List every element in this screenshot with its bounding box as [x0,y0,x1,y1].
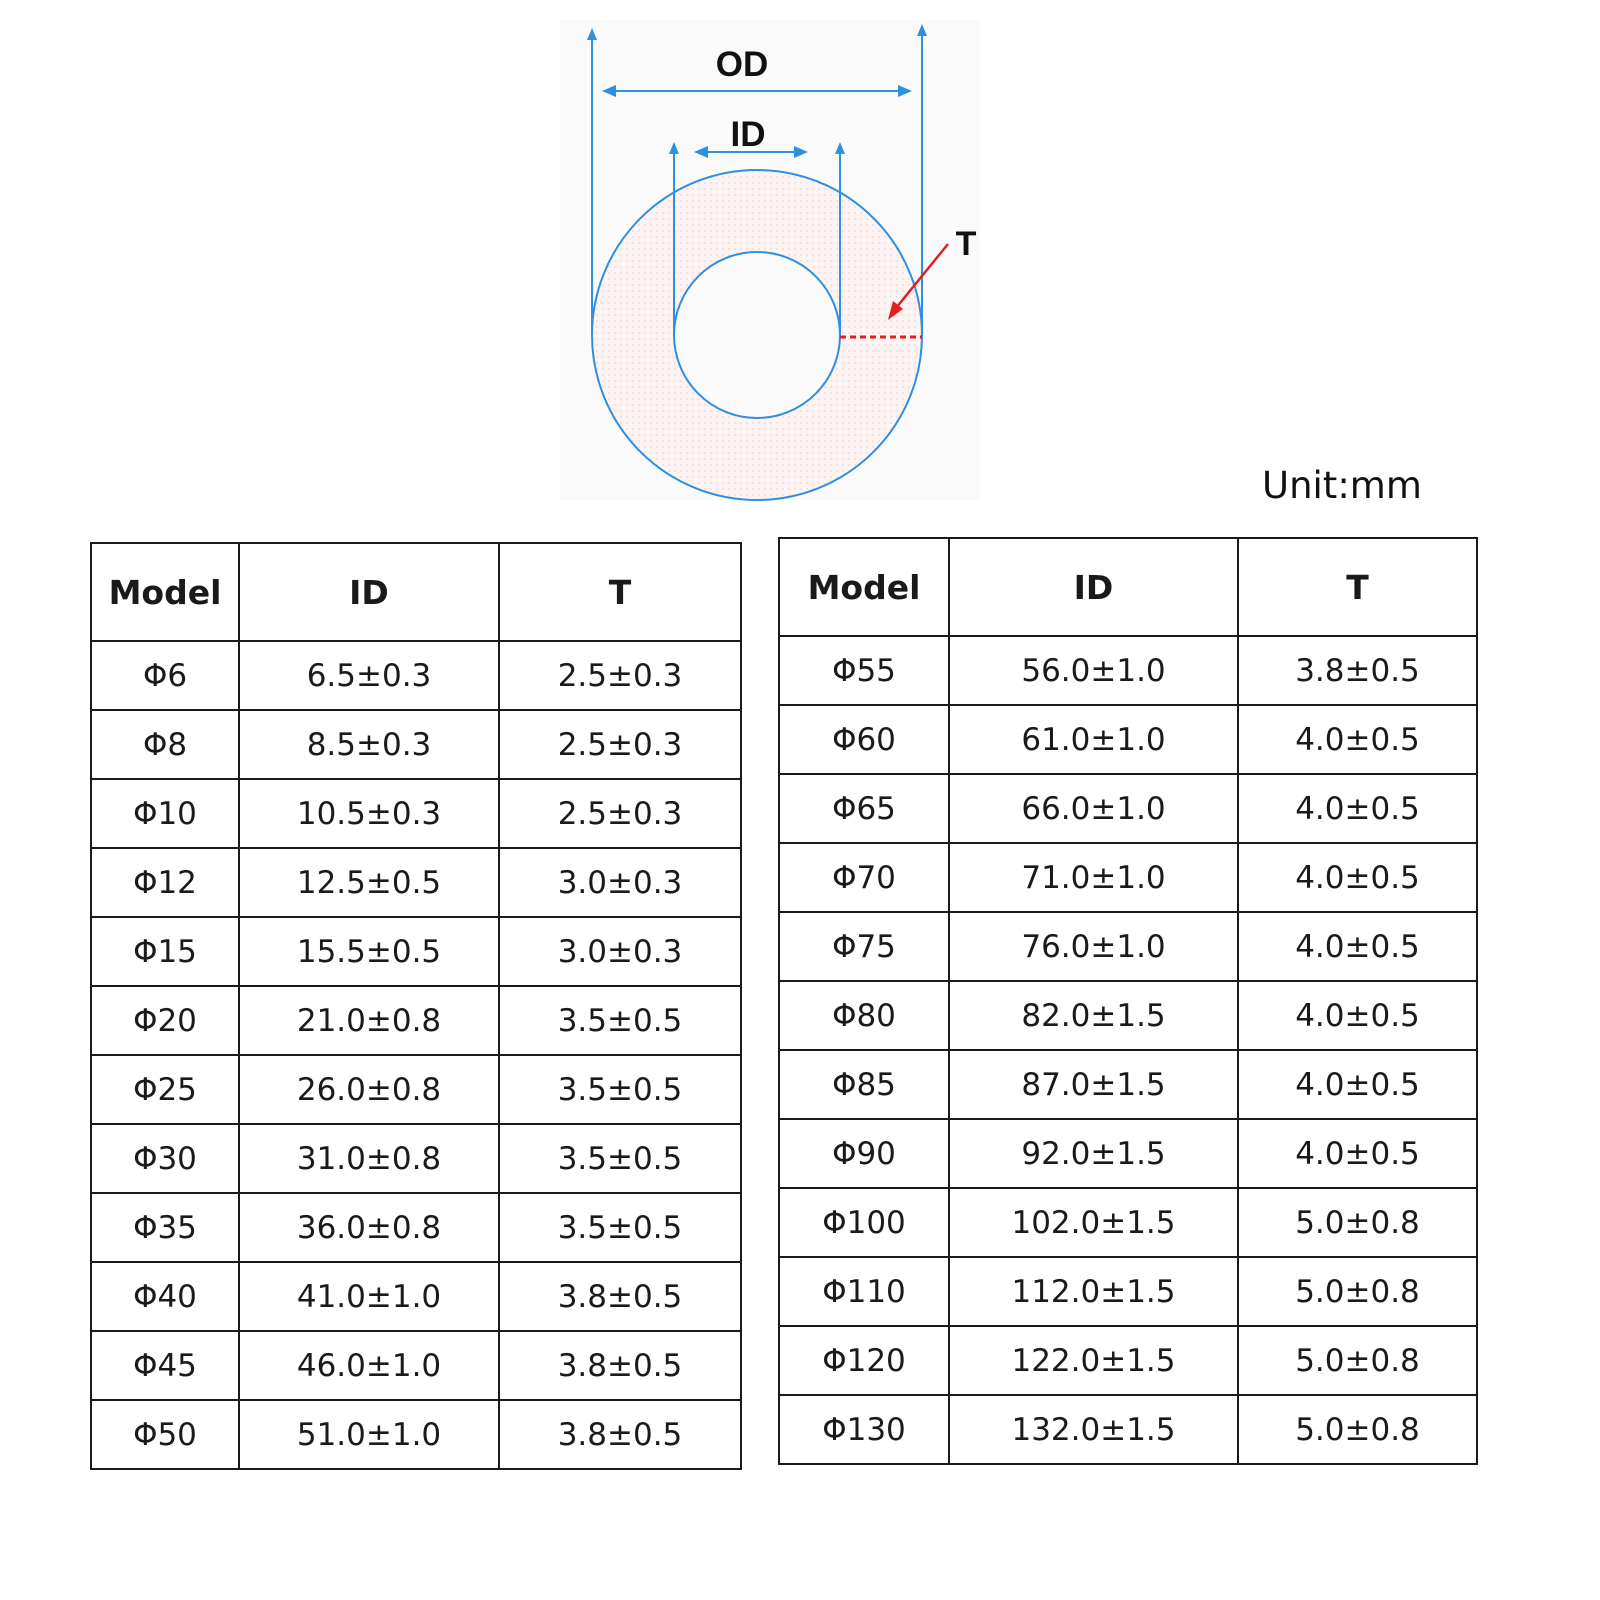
id-cell: 21.0±0.8 [239,986,499,1055]
id-cell: 46.0±1.0 [239,1331,499,1400]
od-label: OD [715,45,769,84]
model-cell: Φ20 [91,986,239,1055]
t-cell: 3.8±0.5 [499,1400,741,1469]
model-cell: Φ90 [779,1119,949,1188]
t-cell: 3.5±0.5 [499,986,741,1055]
table-row [91,1331,741,1400]
id-cell: 10.5±0.3 [239,779,499,848]
column-header-t: T [1238,538,1477,636]
table-row [91,917,741,986]
table-row [779,1257,1477,1326]
t-cell: 4.0±0.5 [1238,981,1477,1050]
table-row [91,1124,741,1193]
id-cell: 15.5±0.5 [239,917,499,986]
t-cell: 4.0±0.5 [1238,912,1477,981]
unit-label: Unit:mm [1262,464,1422,507]
column-header-id: ID [239,543,499,641]
id-cell: 122.0±1.5 [949,1326,1238,1395]
header-row [779,538,1477,636]
model-cell: Φ40 [91,1262,239,1331]
model-cell: Φ8 [91,710,239,779]
id-label: ID [730,115,766,154]
table-row [91,779,741,848]
column-header-model: Model [779,538,949,636]
tube-cross-section-diagram [0,0,1600,520]
model-cell: Φ65 [779,774,949,843]
id-cell: 61.0±1.0 [949,705,1238,774]
model-cell: Φ6 [91,641,239,710]
model-cell: Φ60 [779,705,949,774]
model-cell: Φ35 [91,1193,239,1262]
id-cell: 92.0±1.5 [949,1119,1238,1188]
id-cell: 87.0±1.5 [949,1050,1238,1119]
t-cell: 5.0±0.8 [1238,1326,1477,1395]
table-row [91,1400,741,1469]
id-cell: 51.0±1.0 [239,1400,499,1469]
table-row [779,1119,1477,1188]
id-cell: 82.0±1.5 [949,981,1238,1050]
table-row [779,1326,1477,1395]
model-cell: Φ15 [91,917,239,986]
model-cell: Φ130 [779,1395,949,1464]
id-cell: 76.0±1.0 [949,912,1238,981]
t-cell: 3.5±0.5 [499,1124,741,1193]
id-cell: 41.0±1.0 [239,1262,499,1331]
table-row [91,986,741,1055]
id-cell: 6.5±0.3 [239,641,499,710]
t-cell: 4.0±0.5 [1238,1050,1477,1119]
model-cell: Φ45 [91,1331,239,1400]
t-cell: 4.0±0.5 [1238,843,1477,912]
table-row [779,1395,1477,1464]
model-cell: Φ75 [779,912,949,981]
table-row [779,705,1477,774]
model-cell: Φ10 [91,779,239,848]
t-cell: 3.8±0.5 [499,1262,741,1331]
table-row [91,1262,741,1331]
id-cell: 26.0±0.8 [239,1055,499,1124]
table-row [779,1188,1477,1257]
model-cell: Φ70 [779,843,949,912]
model-cell: Φ25 [91,1055,239,1124]
id-cell: 112.0±1.5 [949,1257,1238,1326]
t-cell: 5.0±0.8 [1238,1395,1477,1464]
model-cell: Φ12 [91,848,239,917]
t-cell: 2.5±0.3 [499,779,741,848]
t-cell: 5.0±0.8 [1238,1188,1477,1257]
t-cell: 3.0±0.3 [499,848,741,917]
t-cell: 3.0±0.3 [499,917,741,986]
id-cell: 132.0±1.5 [949,1395,1238,1464]
id-cell: 36.0±0.8 [239,1193,499,1262]
table-row [779,843,1477,912]
model-cell: Φ55 [779,636,949,705]
t-cell: 4.0±0.5 [1238,1119,1477,1188]
id-cell: 8.5±0.3 [239,710,499,779]
model-cell: Φ100 [779,1188,949,1257]
table-row [779,1050,1477,1119]
t-cell: 3.8±0.5 [1238,636,1477,705]
table-row [91,848,741,917]
model-cell: Φ120 [779,1326,949,1395]
table-row [779,912,1477,981]
t-cell: 2.5±0.3 [499,710,741,779]
model-cell: Φ85 [779,1050,949,1119]
id-cell: 102.0±1.5 [949,1188,1238,1257]
model-cell: Φ30 [91,1124,239,1193]
table-row [91,1193,741,1262]
t-cell: 2.5±0.3 [499,641,741,710]
table-row [91,641,741,710]
table-row [91,710,741,779]
id-cell: 66.0±1.0 [949,774,1238,843]
t-cell: 3.5±0.5 [499,1055,741,1124]
column-header-model: Model [91,543,239,641]
table-row [779,981,1477,1050]
id-cell: 31.0±0.8 [239,1124,499,1193]
spec-table-left [90,542,742,1470]
id-cell: 71.0±1.0 [949,843,1238,912]
header-row [91,543,741,641]
t-label: T [955,225,977,263]
spec-table-right [778,537,1478,1465]
t-cell: 3.8±0.5 [499,1331,741,1400]
id-cell: 56.0±1.0 [949,636,1238,705]
column-header-t: T [499,543,741,641]
table-row [91,1055,741,1124]
id-cell: 12.5±0.5 [239,848,499,917]
model-cell: Φ80 [779,981,949,1050]
column-header-id: ID [949,538,1238,636]
t-cell: 4.0±0.5 [1238,774,1477,843]
table-row [779,636,1477,705]
t-cell: 4.0±0.5 [1238,705,1477,774]
table-row [779,774,1477,843]
t-cell: 5.0±0.8 [1238,1257,1477,1326]
t-cell: 3.5±0.5 [499,1193,741,1262]
model-cell: Φ50 [91,1400,239,1469]
model-cell: Φ110 [779,1257,949,1326]
